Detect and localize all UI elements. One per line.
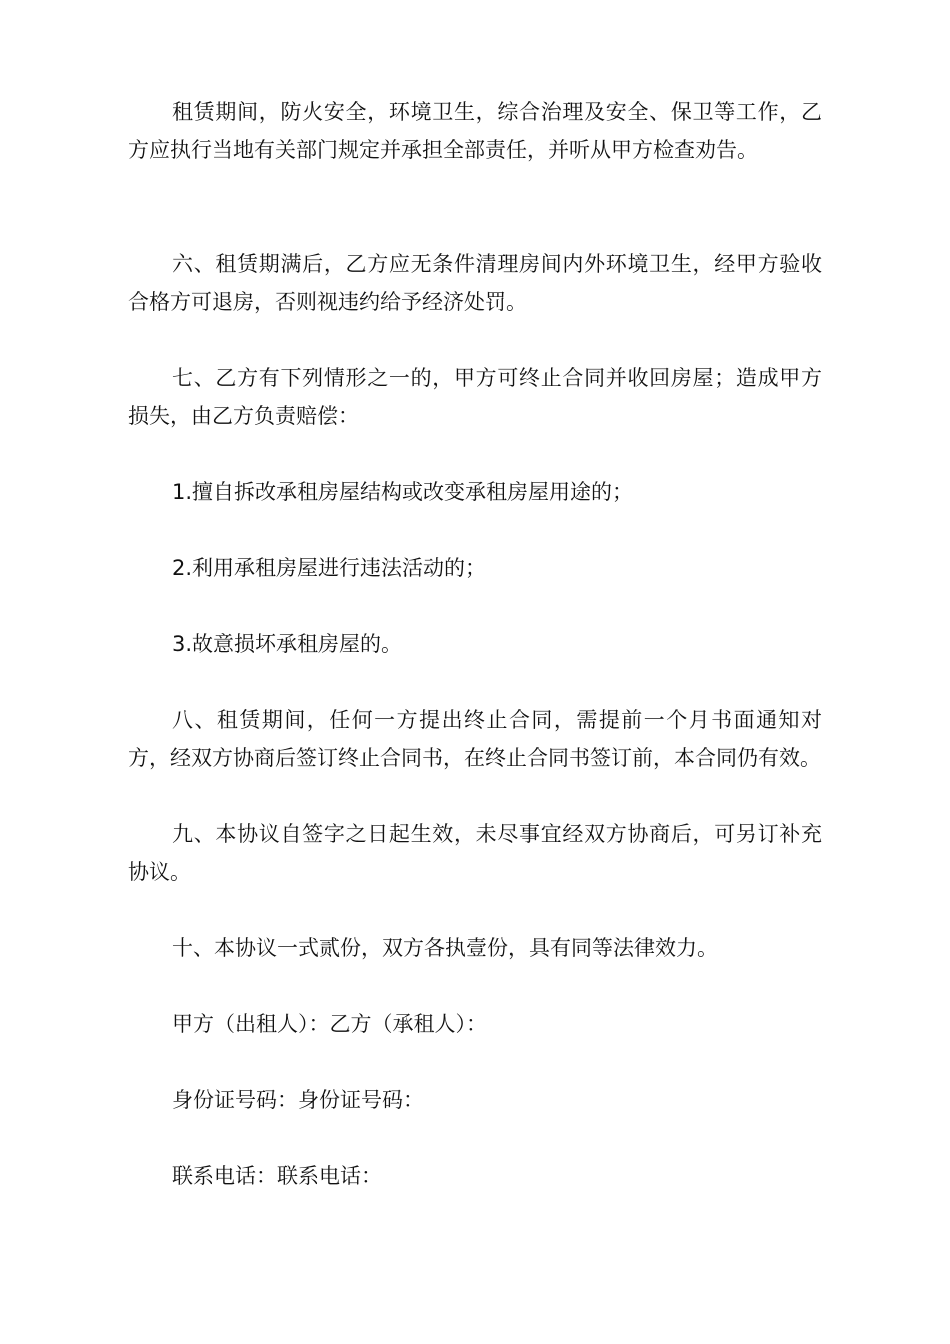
paragraph-gap: [128, 587, 822, 625]
signature-id-numbers: 身份证号码：身份证号码：: [172, 1088, 424, 1112]
paragraph-gap: [128, 435, 822, 473]
paragraph-gap: [128, 891, 822, 929]
paragraph-gap: [128, 1119, 822, 1157]
clause-6-move-out: 六、租赁期满后，乙方应无条件清理房间内外环境卫生，经甲方验收合格方可退房，否则视违约给予经济处罚。: [128, 252, 822, 314]
clause-7-item-3: 3.故意损坏承租房屋的。: [172, 632, 403, 656]
signature-parties: 甲方（出租人）：乙方（承租人）：: [172, 1012, 487, 1036]
document-page: [128, 93, 822, 1195]
paragraph-gap: [128, 967, 822, 1005]
clause-8-early-termination: 八、租赁期间，任何一方提出终止合同，需提前一个月书面通知对方，经双方协商后签订终止合同书，在终止合同书签订前，本合同仍有效。: [128, 708, 822, 770]
paragraph-gap: [128, 777, 822, 815]
clause-7-item-1: 1.擅自拆改承租房屋结构或改变承租房屋用途的；: [172, 480, 634, 504]
clause-9-effective: 九、本协议自签字之日起生效，未尽事宜经双方协商后，可另订补充协议。: [128, 822, 822, 884]
paragraph-gap: [128, 169, 822, 245]
paragraph-gap: [128, 663, 822, 701]
paragraph-safety-duty: 租赁期间，防火安全，环境卫生，综合治理及安全、保卫等工作，乙方应执行当地有关部门规定并承担全部责任，并听从甲方检查劝告。: [128, 100, 822, 162]
paragraph-gap: [128, 511, 822, 549]
clause-10-copies: 十、本协议一式贰份，双方各执壹份，具有同等法律效力。: [172, 936, 718, 960]
clause-7-item-2: 2.利用承租房屋进行违法活动的；: [172, 556, 487, 580]
paragraph-gap: [128, 1043, 822, 1081]
signature-phones: 联系电话：联系电话：: [172, 1164, 382, 1188]
clause-7-termination: 七、乙方有下列情形之一的，甲方可终止合同并收回房屋；造成甲方损失，由乙方负责赔偿：: [128, 366, 822, 428]
paragraph-gap: [128, 321, 822, 359]
